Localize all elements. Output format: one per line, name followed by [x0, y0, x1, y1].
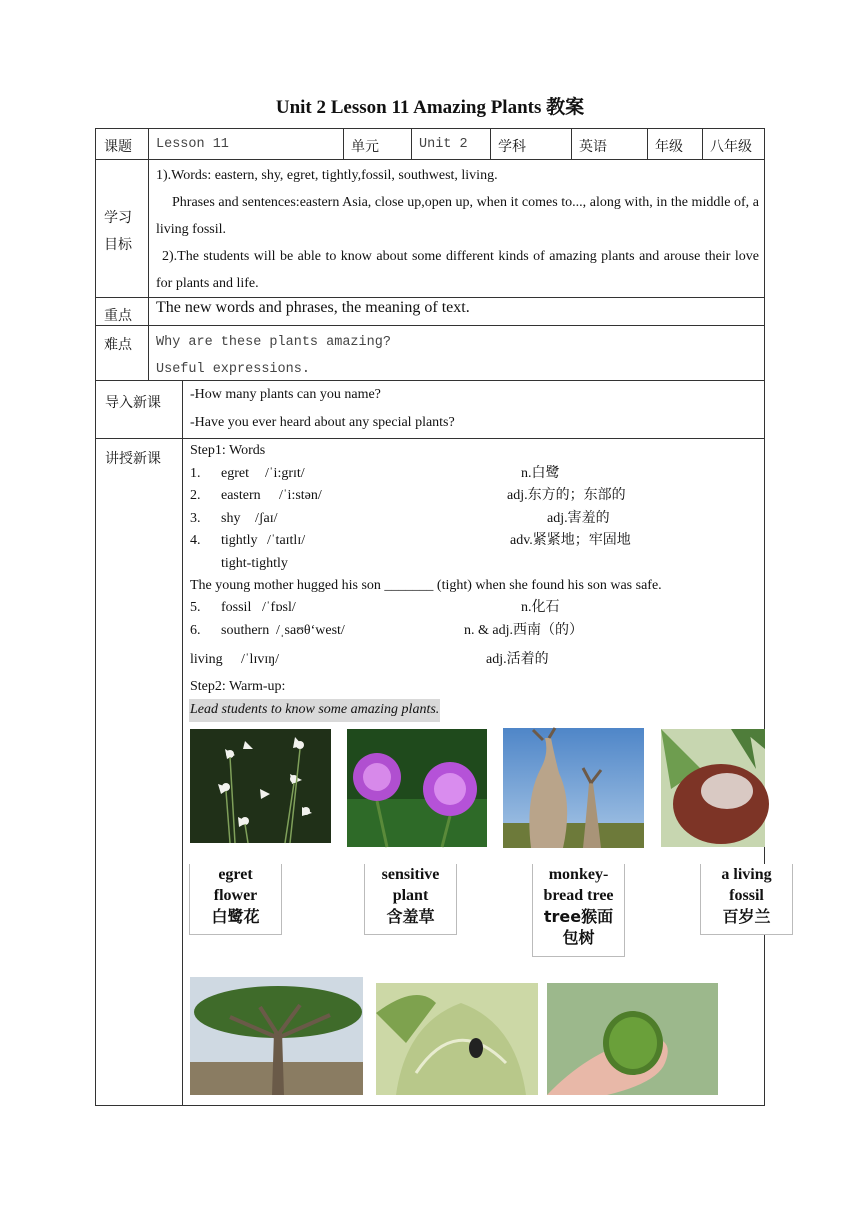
word-5: fossil: [221, 600, 252, 615]
objective-goal: 2).The students will be able to know about some different kinds of amazing plants and arouse their love for plants and life.: [156, 249, 759, 291]
living-fossil-photo: [661, 729, 765, 847]
phonetic-6: /ˌsaʊθ‘west/: [276, 623, 345, 638]
key-points-text: The new words and phrases, the meaning of text.: [156, 299, 470, 316]
word-num-6: 6.: [190, 623, 201, 638]
meaning-6: n. & adj.西南（的）: [464, 623, 583, 638]
phonetic-1: /ˈi:grɪt/: [265, 466, 305, 481]
moss-on-finger-photo: [547, 983, 718, 1095]
objectives-text: [156, 162, 759, 297]
meaning-4: adv.紧紧地；牢固地: [510, 533, 631, 548]
phonetic-2: /ˈi:stən/: [279, 488, 322, 503]
word-6: southern: [221, 623, 270, 638]
phonetic-living: /ˈlɪvɪŋ/: [241, 652, 280, 667]
unit-label: 单元: [351, 140, 379, 155]
venus-flytrap-photo: [376, 983, 538, 1095]
document-title: Unit 2 Lesson 11 Amazing Plants 教案: [275, 97, 585, 118]
word-living: living: [190, 652, 223, 667]
discipline-value: 英语: [579, 140, 607, 155]
dragon-tree-photo: [190, 977, 363, 1095]
grade-value: 八年级: [710, 140, 752, 155]
egret-flower-photo: [190, 729, 331, 843]
key-points-label: 重点: [104, 309, 132, 324]
topic-value: Lesson 11: [156, 137, 229, 152]
word-num-3: 3.: [190, 511, 201, 526]
word-4: tightly: [221, 533, 258, 548]
difficulties-label: 难点: [104, 338, 132, 353]
objectives-label-2: 目标: [104, 238, 132, 253]
phonetic-4: /ˈtaɪtlɪ/: [267, 533, 306, 548]
objectives-label-1: 学习: [104, 211, 132, 226]
word-3: shy: [221, 511, 241, 526]
intro-label: 导入新课: [105, 396, 161, 411]
phonetic-5: /ˈfɒsl/: [262, 600, 296, 615]
word-1: egret: [221, 466, 249, 481]
difficulties-line-2: Useful expressions.: [156, 362, 310, 377]
meaning-1: n.白鹭: [521, 466, 560, 481]
topic-label: 课题: [104, 140, 132, 155]
step2-note: Lead students to know some amazing plants.: [189, 699, 440, 722]
meaning-3: adj.害羞的: [547, 511, 610, 526]
caption-living-fossil: a living fossil 百岁兰: [700, 864, 793, 935]
grade-label: 年级: [655, 140, 683, 155]
intro-question-2: -Have you ever heard about any special plants?: [190, 415, 455, 430]
meaning-2: adj.东方的；东部的: [507, 488, 626, 503]
sensitive-plant-photo: [347, 729, 487, 847]
discipline-label: 学科: [498, 140, 526, 155]
unit-value: Unit 2: [419, 137, 468, 152]
word-num-5: 5.: [190, 600, 201, 615]
intro-question-1: -How many plants can you name?: [190, 387, 381, 402]
monkey-bread-tree-photo: [503, 728, 644, 848]
caption-sensitive-plant: sensitive plant 含羞草: [364, 864, 457, 935]
tight-note: tight-tightly: [221, 556, 288, 571]
step2-heading: Step2: Warm-up:: [190, 679, 286, 694]
exercise-sentence: The young mother hugged his son _______ (tight) when she found his son was safe.: [190, 578, 662, 593]
teaching-label: 讲授新课: [105, 452, 161, 467]
word-2: eastern: [221, 488, 261, 503]
difficulties-line-1: Why are these plants amazing?: [156, 335, 391, 350]
caption-monkey-bread-tree: monkey- bread tree tree猴面 包树: [532, 864, 625, 957]
word-num-4: 4.: [190, 533, 201, 548]
meaning-living: adj.活着的: [486, 652, 549, 667]
step1-heading: Step1: Words: [190, 443, 266, 458]
caption-egret-flower: egret flower 白鹭花: [189, 864, 282, 935]
word-num-1: 1.: [190, 466, 201, 481]
objective-phrases: Phrases and sentences:eastern Asia, close up,open up, when it comes to..., along with, in the middle of, a living fossil.: [156, 195, 759, 237]
objective-words: 1).Words: eastern, shy, egret, tightly,fossil, southwest, living.: [156, 168, 498, 183]
meaning-5: n.化石: [521, 600, 560, 615]
lesson-procedure-table: [95, 381, 772, 1106]
word-num-2: 2.: [190, 488, 201, 503]
phonetic-3: /ʃaɪ/: [255, 511, 278, 526]
lesson-info-table: [95, 128, 765, 381]
